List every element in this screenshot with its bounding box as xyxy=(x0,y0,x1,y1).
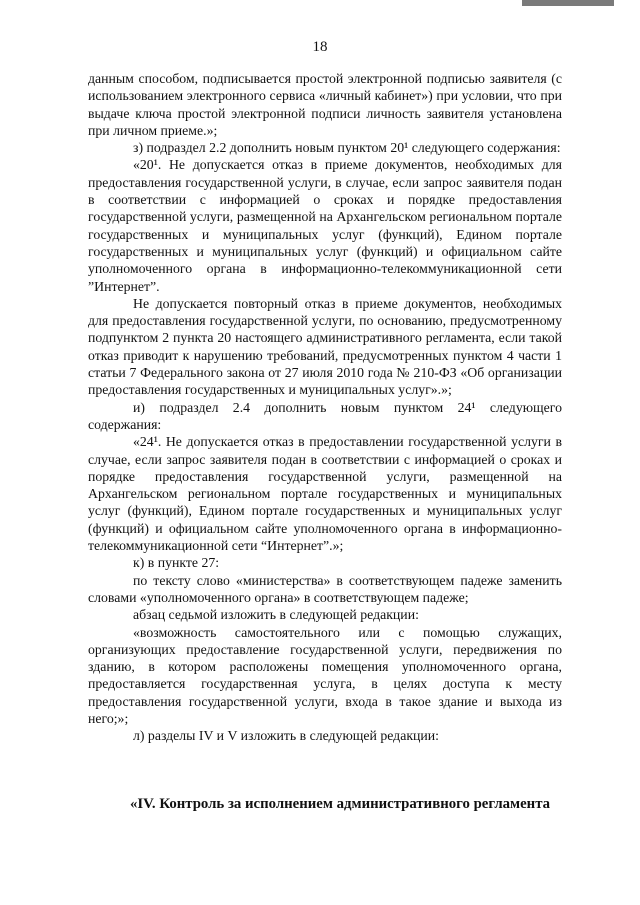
paragraph-8: по тексту слово «министерства» в соответствующем падеже заменить словами «уполномоченного органа» в соответствующем падеже; xyxy=(88,572,562,605)
paragraph-3: «20¹. Не допускается отказ в приеме документов, необходимых для предоставления государственной услуги, в случае, если запрос заявителя подан в соответствии с информацией о сроках и порядке предоставления государственной услуги, размещенной на Архангельском региональном портале государственных и муниципальных услуг (функций), Едином портале государственных и муниципальных услуг (функций) и официальном сайте уполномоченного органа в информационно-телекоммуникационной сети ”Интернет”. xyxy=(88,157,562,294)
scan-mark xyxy=(522,0,614,6)
paragraph-7: к) в пункте 27: xyxy=(133,555,220,571)
section-heading: «IV. Контроль за исполнением административного регламента xyxy=(130,796,551,812)
paragraph-9: абзац седьмой изложить в следующей редакции: xyxy=(133,607,419,623)
document-body xyxy=(88,70,562,745)
paragraph-4: Не допускается повторный отказ в приеме документов, необходимых для предоставления государственной услуги, по основанию, предусмотренному подпунктом 2 пункта 20 настоящего административного регламента, если такой отказ приводит к нарушению требований, предусмотренных пунктом 4 части 1 статьи 7 Федерального закона от 27 июля 2010 года № 210-ФЗ «Об организации предоставления государственных и муниципальных услуг».»; xyxy=(88,295,562,398)
paragraph-6: «24¹. Не допускается отказ в предоставлении государственной услуги в случае, если запрос заявителя подан в соответствии с информацией о сроках и порядке предоставления государственной услуги, размещенной на Архангельском региональном портале государственных и муниципальных услуг (функций), Едином портале государственных и муниципальных услуг (функций) и официальном сайте уполномоченного органа в информационно-телекоммуникационной сети “Интернет”.»; xyxy=(88,434,562,554)
paragraph-5: и) подраздел 2.4 дополнить новым пунктом 24¹ следующего содержания: xyxy=(88,399,562,432)
paragraph-2: з) подраздел 2.2 дополнить новым пунктом 20¹ следующего содержания: xyxy=(133,140,561,156)
paragraph-10: «возможность самостоятельного или с помощью служащих, организующих предоставление государственной услуги, передвижения по зданию, в котором расположены помещения уполномоченного органа, предоставляется государственная услуга, в целях доступа к месту предоставления государственной услуги, входа в такое здание и выхода из него;»; xyxy=(88,624,562,726)
paragraph-11: л) разделы IV и V изложить в следующей редакции: xyxy=(133,728,440,744)
page-number: 18 xyxy=(312,39,328,55)
paragraph-1: данным способом, подписывается простой электронной подписью заявителя (с использованием электронного сервиса «личный кабинет») при условии, что при выдаче ключа простой электронной подписи личность заявителя установлена при личном приеме.»; xyxy=(88,71,562,138)
